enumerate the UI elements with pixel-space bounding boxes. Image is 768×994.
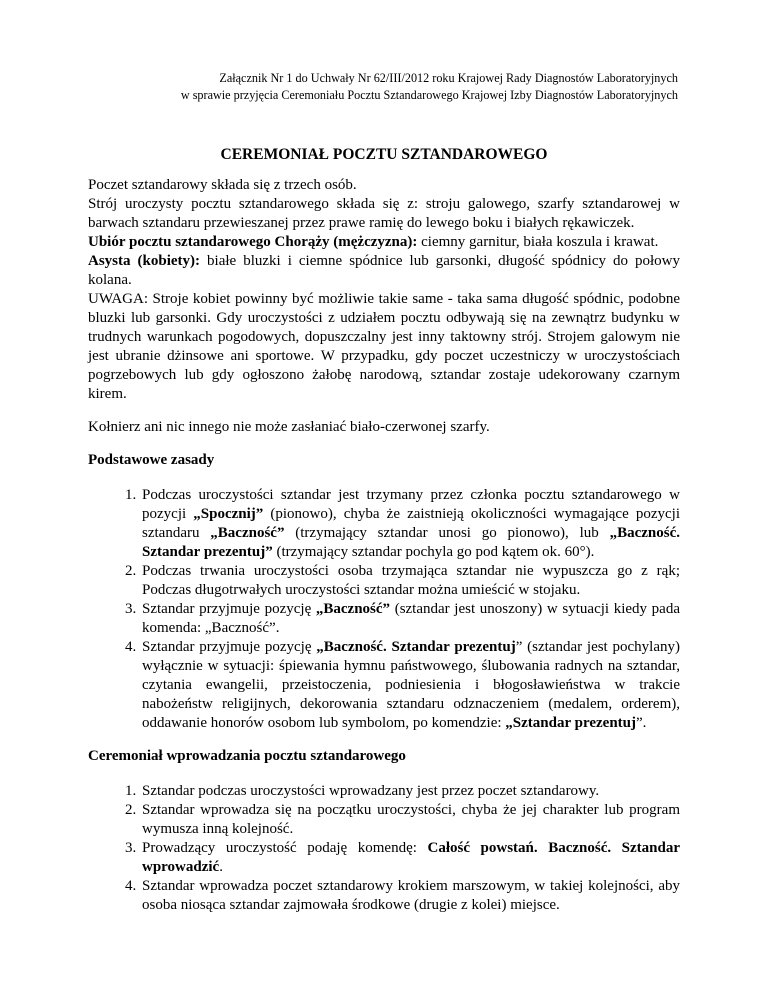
header-line-2: w sprawie przyjęcia Ceremoniału Pocztu Sztandarowego Krajowej Izby Diagnostów Laboratoryjnych <box>180 88 678 102</box>
attachment-header <box>181 70 678 104</box>
introduction-item-1: 1. Sztandar podczas uroczystości wprowadzany jest przez poczet sztandarowy. <box>140 782 680 801</box>
principles-item-3: 3. Sztandar przyjmuje pozycję „Baczność” (sztandar jest unoszony) w sytuacji kiedy pada komenda: „Baczność”. <box>140 600 680 638</box>
intro-paragraph-5: UWAGA: Stroje kobiet powinny być możliwie takie same - taka sama długość spódnic, podobne bluzki lub garsonki. Gdy uroczystości z udziałem pocztu odbywają się na zewnątrz budynku w trudnych warunkach pogodowych, dopuszczalny jest inny taktowny strój. Strojem galowym nie jest ubranie dżinsowe ani sportowe. W przypadku, gdy poczet uczestniczy w uroczystościach pogrzebowych lub gdy ogłoszono żałobę narodową, sztandar zostaje udekorowany czarnym kirem. <box>88 291 680 402</box>
intro-paragraph-6: Kołnierz ani nic innego nie może zasłaniać biało-czerwonej szarfy. <box>88 419 490 435</box>
introduction-list <box>88 782 680 915</box>
principles-item-4: 4. Sztandar przyjmuje pozycję „Baczność. Sztandar prezentuj” (sztandar jest pochylany) wyłącznie w sytuacji: śpiewania hymnu państwowego, ślubowania radnych na sztandar, czytania ewangelii, przeistoczenia, podniesienia i błogosławieństwa w trakcie nabożeństw religijnych, dekorowania sztandaru odznaczeniem (medalem, orderem), oddawanie honorów osobom lub symbolom, po komendzie: „Sztandar prezentuj”. <box>140 638 680 733</box>
document-title: CEREMONIAŁ POCZTU SZTANDAROWEGO <box>220 146 548 163</box>
attire-text-bearer: ciemny garnitur, biała koszula i krawat. <box>417 234 659 250</box>
intro-paragraph-2: Strój uroczysty pocztu sztandarowego składa się z: stroju galowego, szarfy sztandarowej w barwach sztandaru przewieszanej przez prawe ramię do lewego boku i białych rękawiczek. <box>88 196 680 231</box>
introduction-item-2: 2. Sztandar wprowadza się na początku uroczystości, chyba że jej charakter lub program wymusza inną kolejność. <box>140 801 680 839</box>
intro-paragraph-1: Poczet sztandarowy składa się z trzech osób. <box>88 177 357 193</box>
header-line-1: Załącznik Nr 1 do Uchwały Nr 62/III/2012 roku Krajowej Rady Diagnostów Laboratoryjnych <box>219 71 678 85</box>
intro-paragraph-4 <box>88 252 680 290</box>
attire-label-bearer: Ubiór pocztu sztandarowego Chorąży (mężczyzna): <box>88 234 418 250</box>
document-body <box>88 176 680 915</box>
introduction-item-3: 3. Prowadzący uroczystość podaję komendę: Całość powstań. Baczność. Sztandar wprowadzić. <box>140 839 680 877</box>
attire-label-assist: Asysta (kobiety): <box>88 253 201 269</box>
principles-list <box>88 486 680 733</box>
principles-item-2: 2. Podczas trwania uroczystości osoba trzymająca sztandar nie wypuszcza go z rąk; Podczas długotrwałych uroczystości sztandar można umieścić w stojaku. <box>140 562 680 600</box>
section-heading-principles: Podstawowe zasady <box>88 452 215 468</box>
principles-item-1: 1. Podczas uroczystości sztandar jest trzymany przez członka pocztu sztandarowego w pozycji „Spocznij” (pionowo), chyba że zaistnieją okoliczności wymagające pozycji sztandaru „Baczność” (trzymający sztandar unosi go pionowo), lub „Baczność. Sztandar prezentuj” (trzymający sztandar pochyla go pod kątem ok. 60°). <box>140 486 680 562</box>
section-heading-introduction: Ceremoniał wprowadzania pocztu sztandarowego <box>88 748 406 764</box>
attire-text-assist: białe bluzki i ciemne spódnice lub garsonki, długość spódnicy do połowy kolana. <box>88 253 680 288</box>
introduction-item-4: 4. Sztandar wprowadza poczet sztandarowy krokiem marszowym, w takiej kolejności, aby osoba niosąca sztandar zajmowała środkowe (drugie z kolei) miejsce. <box>140 877 680 915</box>
intro-paragraph-3 <box>88 233 680 252</box>
